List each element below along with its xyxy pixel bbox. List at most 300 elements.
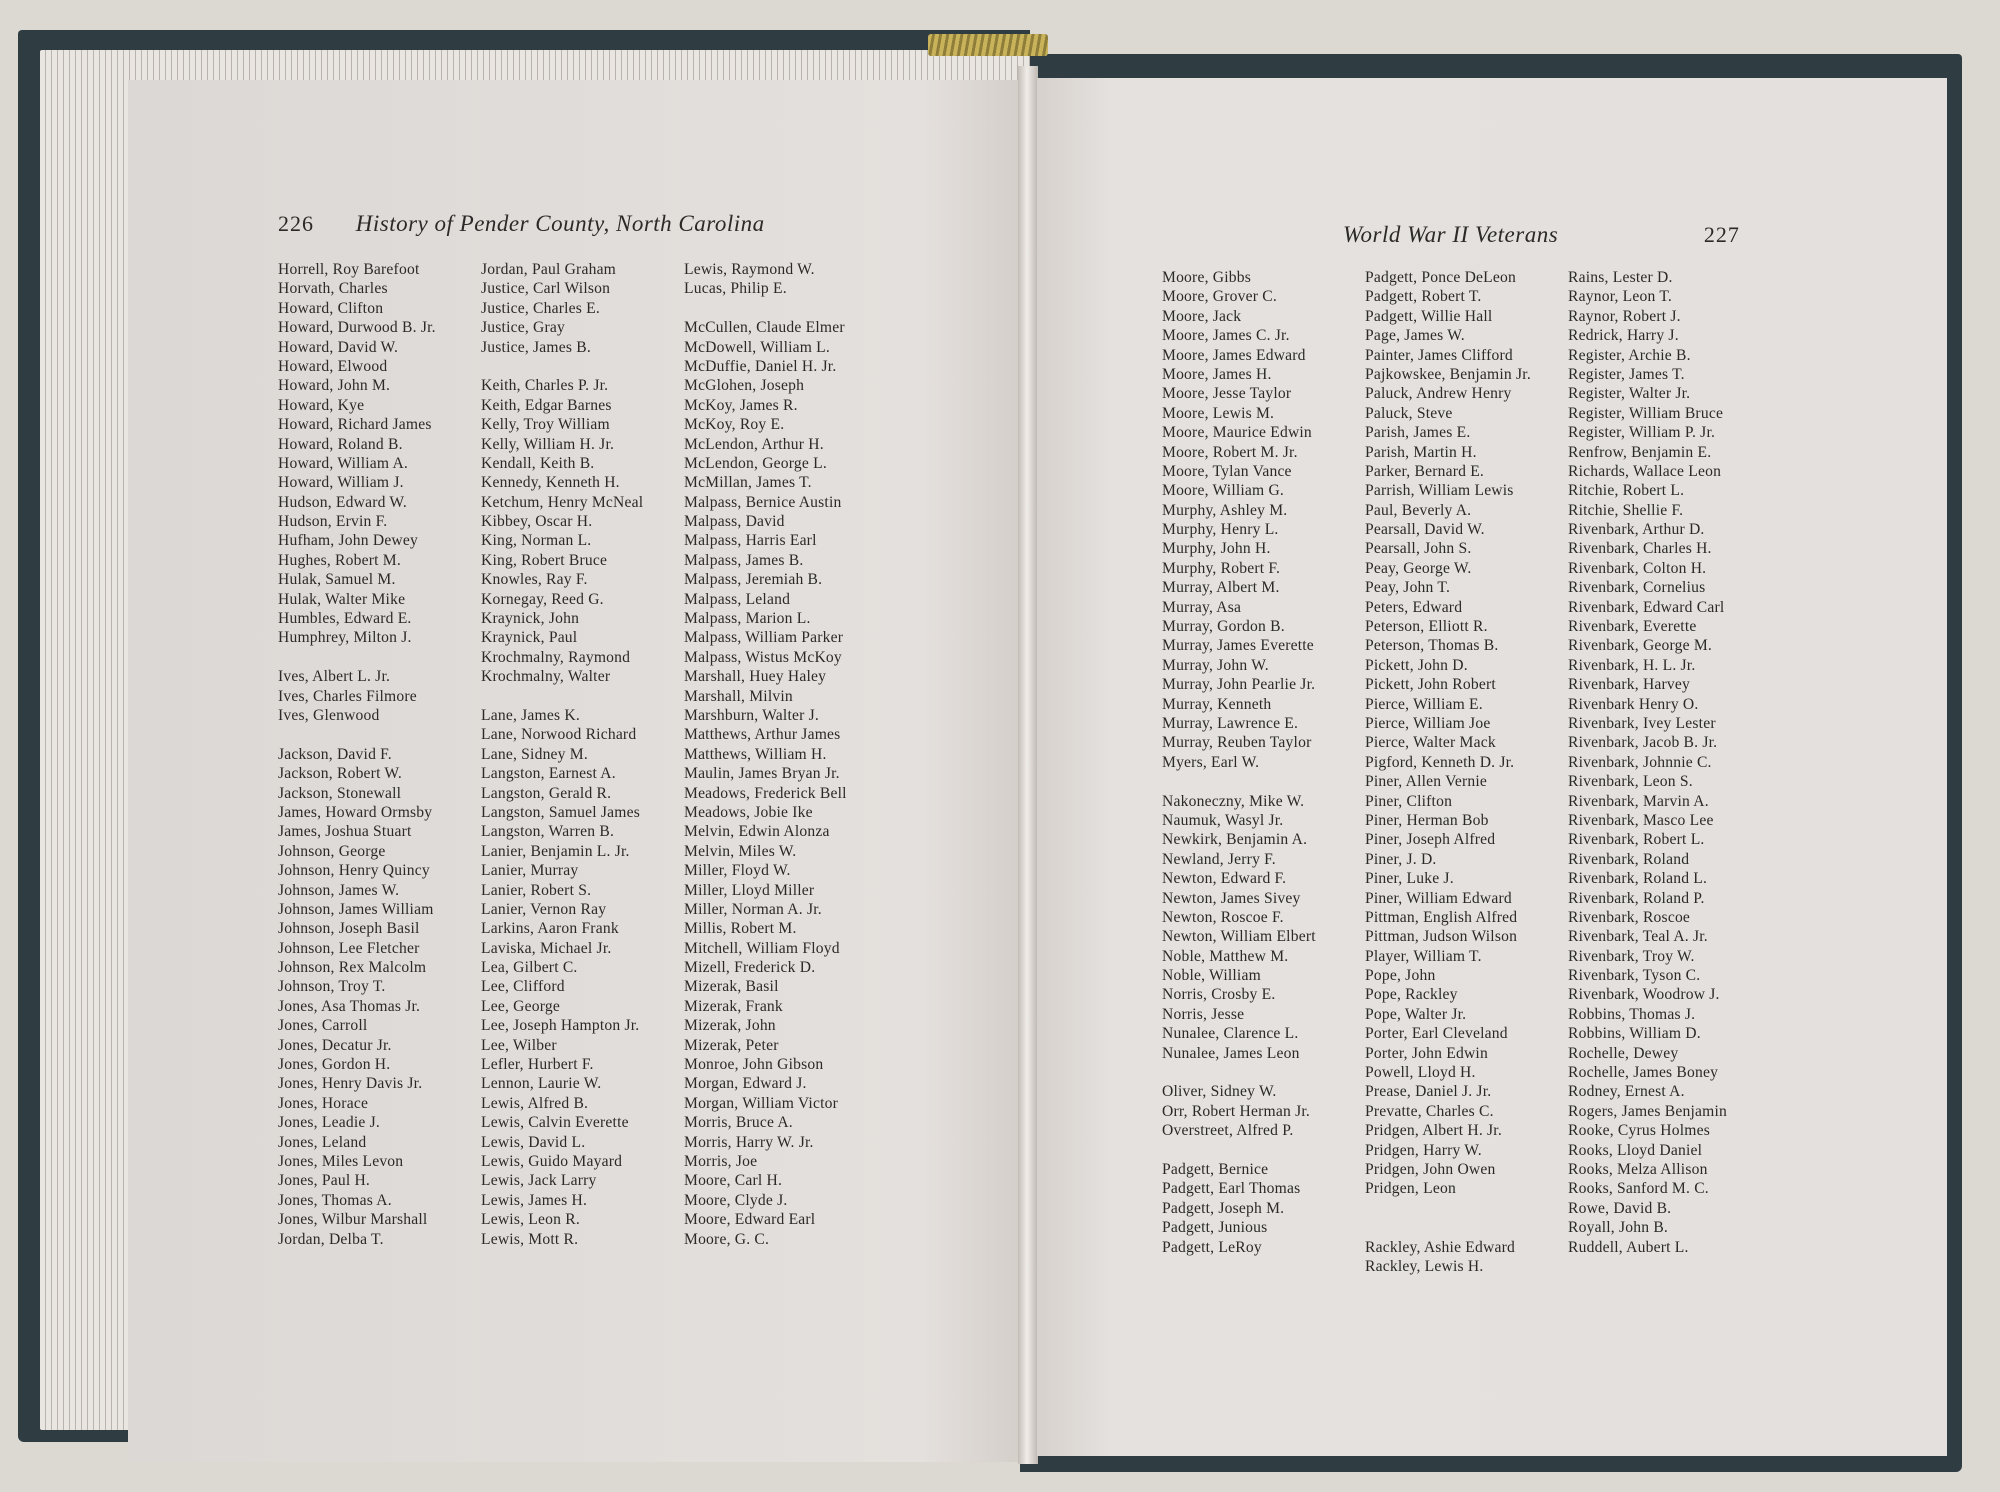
- veteran-name: McLendon, George L.: [684, 454, 827, 472]
- veteran-name: Painter, James Clifford: [1365, 346, 1513, 364]
- veteran-name: Johnson, Troy T.: [278, 978, 386, 996]
- veteran-name: Rivenbark, Cornelius: [1568, 579, 1706, 597]
- left-column-3: [684, 260, 847, 1249]
- veteran-name: Lewis, Calvin Everette: [481, 1114, 629, 1132]
- veteran-name: Morris, Joe: [684, 1152, 758, 1170]
- veteran-name: Kendall, Keith B.: [481, 454, 595, 472]
- veteran-name: Pridgen, John Owen: [1365, 1160, 1496, 1178]
- veteran-name: Raynor, Robert J.: [1568, 307, 1681, 325]
- veteran-name: Mizerak, Basil: [684, 978, 779, 996]
- veteran-name: Pope, John: [1365, 967, 1436, 985]
- veteran-name: Piner, William Edward: [1365, 889, 1512, 907]
- veteran-name: Pearsall, David W.: [1365, 521, 1485, 539]
- veteran-name: Howard, Roland B.: [278, 435, 403, 453]
- veteran-name: Howard, Durwood B. Jr.: [278, 319, 436, 337]
- veteran-name: Nunalee, James Leon: [1162, 1044, 1300, 1062]
- veteran-name: Jones, Decatur Jr.: [278, 1036, 392, 1054]
- veteran-name: Langston, Earnest A.: [481, 765, 616, 783]
- veteran-name: Pittman, English Alfred: [1365, 908, 1518, 926]
- blank-line: [481, 357, 643, 376]
- veteran-name: Mizell, Frederick D.: [684, 959, 816, 977]
- veteran-name: Kraynick, Paul: [481, 629, 578, 647]
- veteran-name: Oliver, Sidney W.: [1162, 1083, 1277, 1101]
- veteran-name: Morgan, William Victor: [684, 1094, 838, 1112]
- veteran-name: Moore, Robert M. Jr.: [1162, 443, 1298, 461]
- veteran-name: Player, William T.: [1365, 947, 1482, 965]
- left-page: [128, 80, 1030, 1462]
- veteran-name: Moore, James C. Jr.: [1162, 327, 1290, 345]
- veteran-name: Jones, Wilbur Marshall: [278, 1211, 428, 1229]
- veteran-name: Lewis, James H.: [481, 1191, 588, 1209]
- veteran-name: Jackson, David F.: [278, 745, 392, 763]
- veteran-name: Overstreet, Alfred P.: [1162, 1122, 1294, 1140]
- veteran-name: Padgett, Bernice: [1162, 1160, 1269, 1178]
- veteran-name: Newton, James Sivey: [1162, 889, 1301, 907]
- veteran-name: Padgett, Robert T.: [1365, 288, 1482, 306]
- veteran-name: Peterson, Elliott R.: [1365, 618, 1488, 636]
- veteran-name: Parrish, William Lewis: [1365, 482, 1514, 500]
- veteran-name: Newton, William Elbert: [1162, 928, 1316, 946]
- veteran-name: Rooks, Melza Allison: [1568, 1160, 1708, 1178]
- right-page: [1037, 78, 1947, 1456]
- veteran-name: Jones, Gordon H.: [278, 1056, 391, 1074]
- veteran-name: Hudson, Ervin F.: [278, 513, 388, 531]
- veteran-name: Malpass, Bernice Austin: [684, 493, 842, 511]
- veteran-name: Marshburn, Walter J.: [684, 706, 819, 724]
- veteran-name: Howard, Clifton: [278, 299, 384, 317]
- veteran-name: Lewis, Jack Larry: [481, 1172, 597, 1190]
- veteran-name: Pierce, William E.: [1365, 695, 1483, 713]
- veteran-name: Rivenbark, Roland P.: [1568, 889, 1705, 907]
- veteran-name: Noble, William: [1162, 967, 1261, 985]
- right-column-1: [1162, 268, 1316, 1257]
- veteran-name: Register, Archie B.: [1568, 346, 1691, 364]
- veteran-name: Norris, Crosby E.: [1162, 986, 1276, 1004]
- veteran-name: Rooks, Lloyd Daniel: [1568, 1141, 1703, 1159]
- veteran-name: Lewis, Leon R.: [481, 1211, 580, 1229]
- veteran-name: Jackson, Stonewall: [278, 784, 402, 802]
- veteran-name: Howard, Elwood: [278, 357, 388, 375]
- veteran-name: Rivenbark, Leon S.: [1568, 773, 1693, 791]
- veteran-name: Rivenbark, Troy W.: [1568, 947, 1695, 965]
- left-running-title: History of Pender County, North Carolina: [355, 211, 765, 236]
- veteran-name: Matthews, William H.: [684, 745, 827, 763]
- veteran-name: Moore, William G.: [1162, 482, 1285, 500]
- veteran-name: Johnson, Rex Malcolm: [278, 959, 427, 977]
- veteran-name: Peay, George W.: [1365, 559, 1472, 577]
- veteran-name: Jones, Miles Levon: [278, 1152, 404, 1170]
- veteran-name: Rackley, Ashie Edward: [1365, 1238, 1515, 1256]
- veteran-name: Rivenbark, George M.: [1568, 637, 1713, 655]
- veteran-name: Malpass, Leland: [684, 590, 791, 608]
- veteran-name: James, Joshua Stuart: [278, 823, 412, 841]
- veteran-name: Pajkowskee, Benjamin Jr.: [1365, 365, 1531, 383]
- veteran-name: Pickett, John D.: [1365, 656, 1468, 674]
- veteran-name: Pigford, Kenneth D. Jr.: [1365, 753, 1515, 771]
- veteran-name: Murray, Kenneth: [1162, 695, 1272, 713]
- left-page-header: [278, 211, 765, 237]
- veteran-name: Parish, James E.: [1365, 424, 1471, 442]
- veteran-name: Jackson, Robert W.: [278, 765, 403, 783]
- veteran-name: Horvath, Charles: [278, 280, 388, 298]
- veteran-name: Keith, Edgar Barnes: [481, 396, 612, 414]
- veteran-name: Jones, Carroll: [278, 1017, 368, 1035]
- veteran-name: Humbles, Edward E.: [278, 610, 412, 628]
- left-column-2: [481, 260, 643, 1249]
- veteran-name: Nunalee, Clarence L.: [1162, 1025, 1299, 1043]
- veteran-name: Justice, James B.: [481, 338, 591, 356]
- veteran-name: Langston, Samuel James: [481, 803, 641, 821]
- veteran-name: Lewis, Guido Mayard: [481, 1152, 623, 1170]
- veteran-name: Paluck, Andrew Henry: [1365, 385, 1512, 403]
- veteran-name: Moore, Tylan Vance: [1162, 462, 1292, 480]
- veteran-name: Rivenbark, Marvin A.: [1568, 792, 1709, 810]
- blank-line: [1162, 772, 1316, 791]
- veteran-name: Pridgen, Harry W.: [1365, 1141, 1482, 1159]
- veteran-name: McCullen, Claude Elmer: [684, 319, 845, 337]
- blank-line: [1162, 1063, 1316, 1082]
- veteran-name: Kelly, Troy William: [481, 416, 610, 434]
- veteran-name: Register, James T.: [1568, 365, 1685, 383]
- veteran-name: Newkirk, Benjamin A.: [1162, 831, 1308, 849]
- blank-line: [1365, 1218, 1531, 1237]
- veteran-name: Jones, Leland: [278, 1133, 367, 1151]
- veteran-name: Parker, Bernard E.: [1365, 462, 1485, 480]
- veteran-name: King, Norman L.: [481, 532, 592, 550]
- veteran-name: Maulin, James Bryan Jr.: [684, 765, 840, 783]
- veteran-name: Jones, Thomas A.: [278, 1191, 392, 1209]
- veteran-name: Jones, Henry Davis Jr.: [278, 1075, 423, 1093]
- veteran-name: Malpass, Harris Earl: [684, 532, 817, 550]
- veteran-name: Jones, Paul H.: [278, 1172, 371, 1190]
- veteran-name: Malpass, David: [684, 513, 785, 531]
- veteran-name: Lanier, Benjamin L. Jr.: [481, 842, 630, 860]
- veteran-name: Moore, Lewis M.: [1162, 404, 1275, 422]
- veteran-name: Lane, James K.: [481, 706, 580, 724]
- veteran-name: Rodney, Ernest A.: [1568, 1083, 1685, 1101]
- veteran-name: Rowe, David B.: [1568, 1199, 1672, 1217]
- veteran-name: Rivenbark, H. L. Jr.: [1568, 656, 1696, 674]
- veteran-name: Rochelle, Dewey: [1568, 1044, 1679, 1062]
- veteran-name: Rivenbark, Edward Carl: [1568, 598, 1725, 616]
- veteran-name: Howard, William J.: [278, 474, 404, 492]
- veteran-name: Jones, Asa Thomas Jr.: [278, 997, 421, 1015]
- veteran-name: Murphy, Ashley M.: [1162, 501, 1288, 519]
- veteran-name: Pearsall, John S.: [1365, 540, 1472, 558]
- veteran-name: Rivenbark, Arthur D.: [1568, 521, 1705, 539]
- veteran-name: Prease, Daniel J. Jr.: [1365, 1083, 1492, 1101]
- veteran-name: Kibbey, Oscar H.: [481, 513, 593, 531]
- veteran-name: Redrick, Harry J.: [1568, 327, 1679, 345]
- veteran-name: Lennon, Laurie W.: [481, 1075, 602, 1093]
- veteran-name: Malpass, Marion L.: [684, 610, 811, 628]
- veteran-name: Rochelle, James Boney: [1568, 1064, 1719, 1082]
- veteran-name: Krochmalny, Raymond: [481, 648, 631, 666]
- veteran-name: Murray, Albert M.: [1162, 579, 1280, 597]
- veteran-name: Lefler, Hurbert F.: [481, 1056, 594, 1074]
- veteran-name: Knowles, Ray F.: [481, 571, 588, 589]
- veteran-name: Noble, Matthew M.: [1162, 947, 1289, 965]
- veteran-name: Padgett, Ponce DeLeon: [1365, 269, 1517, 286]
- right-page-number: 227: [1703, 222, 1740, 247]
- veteran-name: Pope, Walter Jr.: [1365, 1005, 1467, 1023]
- veteran-name: Pierce, William Joe: [1365, 714, 1491, 732]
- veteran-name: Mizerak, John: [684, 1017, 776, 1035]
- veteran-name: Mitchell, William Floyd: [684, 939, 840, 957]
- right-page-header: [1343, 222, 1740, 248]
- blank-line: [1162, 1141, 1316, 1160]
- veteran-name: Murray, John Pearlie Jr.: [1162, 676, 1316, 694]
- veteran-name: Kennedy, Kenneth H.: [481, 474, 620, 492]
- veteran-name: Rooks, Sanford M. C.: [1568, 1180, 1709, 1198]
- veteran-name: Naumuk, Wasyl Jr.: [1162, 811, 1284, 829]
- veteran-name: Newland, Jerry F.: [1162, 850, 1276, 868]
- veteran-name: Renfrow, Benjamin E.: [1568, 443, 1712, 461]
- veteran-name: Rogers, James Benjamin: [1568, 1102, 1728, 1120]
- veteran-name: Padgett, LeRoy: [1162, 1238, 1262, 1256]
- veteran-name: Register, William P. Jr.: [1568, 424, 1716, 442]
- veteran-name: Peterson, Thomas B.: [1365, 637, 1499, 655]
- veteran-name: Justice, Gray: [481, 319, 566, 337]
- veteran-name: Rivenbark, Roland L.: [1568, 870, 1708, 888]
- veteran-name: Pickett, John Robert: [1365, 676, 1496, 694]
- veteran-name: Ives, Charles Filmore: [278, 687, 417, 705]
- veteran-name: Moore, Clyde J.: [684, 1191, 788, 1209]
- veteran-name: Rivenbark, Roscoe: [1568, 908, 1691, 926]
- veteran-name: Howard, David W.: [278, 338, 399, 356]
- veteran-name: Lucas, Philip E.: [684, 280, 787, 298]
- veteran-name: Paluck, Steve: [1365, 404, 1453, 422]
- veteran-name: Langston, Gerald R.: [481, 784, 612, 802]
- veteran-name: Johnson, Henry Quincy: [278, 862, 430, 880]
- veteran-name: Ives, Albert L. Jr.: [278, 668, 391, 686]
- veteran-name: Register, William Bruce: [1568, 404, 1724, 422]
- veteran-name: Malpass, William Parker: [684, 629, 844, 647]
- veteran-name: Rivenbark, Woodrow J.: [1568, 986, 1720, 1004]
- veteran-name: Pierce, Walter Mack: [1365, 734, 1496, 752]
- veteran-name: Moore, Grover C.: [1162, 288, 1277, 306]
- veteran-name: Mizerak, Peter: [684, 1036, 779, 1054]
- veteran-name: Murray, Lawrence E.: [1162, 714, 1299, 732]
- veteran-name: Johnson, George: [278, 842, 386, 860]
- veteran-name: Lewis, David L.: [481, 1133, 586, 1151]
- veteran-name: McKoy, James R.: [684, 396, 798, 414]
- veteran-name: Howard, Kye: [278, 396, 365, 414]
- veteran-name: Larkins, Aaron Frank: [481, 920, 619, 938]
- veteran-name: Johnson, Joseph Basil: [278, 920, 420, 938]
- veteran-name: McDowell, William L.: [684, 338, 831, 356]
- veteran-name: Kraynick, John: [481, 610, 580, 628]
- veteran-name: Newton, Roscoe F.: [1162, 908, 1284, 926]
- veteran-name: Pittman, Judson Wilson: [1365, 928, 1518, 946]
- veteran-name: Murphy, Henry L.: [1162, 521, 1279, 539]
- veteran-name: Lea, Gilbert C.: [481, 959, 578, 977]
- veteran-name: Pridgen, Albert H. Jr.: [1365, 1122, 1502, 1140]
- left-page-number: 226: [278, 211, 314, 236]
- veteran-name: Rivenbark, Harvey: [1568, 676, 1691, 694]
- veteran-name: Malpass, James B.: [684, 551, 804, 569]
- veteran-name: Kornegay, Reed G.: [481, 590, 604, 608]
- veteran-name: Rivenbark, Teal A. Jr.: [1568, 928, 1708, 946]
- veteran-name: Malpass, Wistus McKoy: [684, 648, 842, 666]
- veteran-name: Register, Walter Jr.: [1568, 385, 1691, 403]
- veteran-name: Morris, Bruce A.: [684, 1114, 793, 1132]
- right-running-title: World War II Veterans: [1343, 222, 1559, 247]
- right-column-2: [1365, 268, 1531, 1276]
- veteran-name: Ives, Glenwood: [278, 706, 380, 724]
- veteran-name: Justice, Charles E.: [481, 299, 600, 317]
- veteran-name: Rivenbark, Tyson C.: [1568, 967, 1701, 985]
- veteran-name: Matthews, Arthur James: [684, 726, 841, 744]
- veteran-name: Lee, Wilber: [481, 1036, 557, 1054]
- spine-binding: [928, 34, 1048, 56]
- veteran-name: Pope, Rackley: [1365, 986, 1458, 1004]
- veteran-name: Moore, Carl H.: [684, 1172, 783, 1190]
- veteran-name: Myers, Earl W.: [1162, 753, 1260, 771]
- veteran-name: Robbins, Thomas J.: [1568, 1005, 1696, 1023]
- veteran-name: Ruddell, Aubert L.: [1568, 1238, 1689, 1256]
- veteran-name: Porter, John Edwin: [1365, 1044, 1488, 1062]
- veteran-name: Piner, Clifton: [1365, 792, 1453, 810]
- veteran-name: Krochmalny, Walter: [481, 668, 611, 686]
- veteran-name: Kelly, William H. Jr.: [481, 435, 615, 453]
- veteran-name: Horrell, Roy Barefoot: [278, 261, 420, 278]
- veteran-name: Hudson, Edward W.: [278, 493, 408, 511]
- veteran-name: Justice, Carl Wilson: [481, 280, 611, 298]
- veteran-name: Howard, Richard James: [278, 416, 432, 434]
- veteran-name: Padgett, Willie Hall: [1365, 307, 1493, 325]
- veteran-name: James, Howard Ormsby: [278, 803, 433, 821]
- veteran-name: Newton, Edward F.: [1162, 870, 1287, 888]
- right-column-3: [1568, 268, 1727, 1257]
- veteran-name: Lewis, Raymond W.: [684, 261, 815, 278]
- blank-line: [1365, 1199, 1531, 1218]
- veteran-name: Marshall, Milvin: [684, 687, 793, 705]
- veteran-name: Prevatte, Charles C.: [1365, 1102, 1494, 1120]
- veteran-name: Rackley, Lewis H.: [1365, 1257, 1484, 1275]
- veteran-name: Paul, Beverly A.: [1365, 501, 1472, 519]
- veteran-name: Ritchie, Shellie F.: [1568, 501, 1684, 519]
- blank-line: [684, 299, 847, 318]
- veteran-name: Rivenbark, Ivey Lester: [1568, 714, 1716, 732]
- veteran-name: Miller, Norman A. Jr.: [684, 900, 822, 918]
- veteran-name: Piner, Joseph Alfred: [1365, 831, 1496, 849]
- veteran-name: McMillan, James T.: [684, 474, 812, 492]
- veteran-name: Meadows, Jobie Ike: [684, 803, 813, 821]
- veteran-name: Piner, Allen Vernie: [1365, 773, 1487, 791]
- veteran-name: Moore, Jesse Taylor: [1162, 385, 1292, 403]
- veteran-name: Moore, James H.: [1162, 365, 1272, 383]
- veteran-name: Robbins, William D.: [1568, 1025, 1701, 1043]
- veteran-name: Rivenbark, Roland: [1568, 850, 1690, 868]
- veteran-name: Peters, Edward: [1365, 598, 1463, 616]
- veteran-name: McGlohen, Joseph: [684, 377, 805, 395]
- veteran-name: Murphy, John H.: [1162, 540, 1271, 558]
- veteran-name: Lanier, Robert S.: [481, 881, 592, 899]
- veteran-name: Jones, Leadie J.: [278, 1114, 380, 1132]
- blank-line: [278, 725, 436, 744]
- veteran-name: Rivenbark, Colton H.: [1568, 559, 1707, 577]
- veteran-name: Richards, Wallace Leon: [1568, 462, 1722, 480]
- veteran-name: Norris, Jesse: [1162, 1005, 1245, 1023]
- veteran-name: Millis, Robert M.: [684, 920, 797, 938]
- veteran-name: Raynor, Leon T.: [1568, 288, 1673, 306]
- veteran-name: Miller, Lloyd Miller: [684, 881, 815, 899]
- veteran-name: Murray, James Everette: [1162, 637, 1314, 655]
- veteran-name: Murray, Reuben Taylor: [1162, 734, 1312, 752]
- veteran-name: Hufham, John Dewey: [278, 532, 419, 550]
- veteran-name: Meadows, Frederick Bell: [684, 784, 847, 802]
- veteran-name: Peay, John T.: [1365, 579, 1451, 597]
- veteran-name: Piner, Luke J.: [1365, 870, 1454, 888]
- veteran-name: Lanier, Vernon Ray: [481, 900, 607, 918]
- left-column-1: [278, 260, 436, 1249]
- veteran-name: Lewis, Alfred B.: [481, 1094, 589, 1112]
- veteran-name: Johnson, Lee Fletcher: [278, 939, 420, 957]
- veteran-name: Ritchie, Robert L.: [1568, 482, 1685, 500]
- veteran-name: McLendon, Arthur H.: [684, 435, 824, 453]
- veteran-name: Murray, Gordon B.: [1162, 618, 1285, 636]
- veteran-name: Melvin, Miles W.: [684, 842, 797, 860]
- veteran-name: Melvin, Edwin Alonza: [684, 823, 830, 841]
- veteran-name: Langston, Warren B.: [481, 823, 615, 841]
- book-gutter: [1018, 66, 1038, 1464]
- veteran-name: Piner, J. D.: [1365, 850, 1437, 868]
- veteran-name: Piner, Herman Bob: [1365, 811, 1489, 829]
- veteran-name: Rivenbark, Johnnie C.: [1568, 753, 1712, 771]
- veteran-name: Johnson, James William: [278, 900, 434, 918]
- veteran-name: Murphy, Robert F.: [1162, 559, 1281, 577]
- veteran-name: Johnson, James W.: [278, 881, 400, 899]
- veteran-name: Lane, Sidney M.: [481, 745, 588, 763]
- veteran-name: Ketchum, Henry McNeal: [481, 493, 644, 511]
- veteran-name: Jones, Horace: [278, 1094, 369, 1112]
- veteran-name: Morgan, Edward J.: [684, 1075, 807, 1093]
- veteran-name: Orr, Robert Herman Jr.: [1162, 1102, 1310, 1120]
- veteran-name: Rivenbark Henry O.: [1568, 695, 1699, 713]
- veteran-name: Lee, Joseph Hampton Jr.: [481, 1017, 640, 1035]
- veteran-name: McDuffie, Daniel H. Jr.: [684, 357, 837, 375]
- veteran-name: Rivenbark, Charles H.: [1568, 540, 1712, 558]
- veteran-name: Moore, Maurice Edwin: [1162, 424, 1312, 442]
- veteran-name: Powell, Lloyd H.: [1365, 1064, 1476, 1082]
- veteran-name: Morris, Harry W. Jr.: [684, 1133, 814, 1151]
- veteran-name: Pridgen, Leon: [1365, 1180, 1456, 1198]
- veteran-name: Lee, George: [481, 997, 560, 1015]
- veteran-name: Laviska, Michael Jr.: [481, 939, 612, 957]
- veteran-name: Moore, G. C.: [684, 1230, 770, 1248]
- veteran-name: Lane, Norwood Richard: [481, 726, 637, 744]
- veteran-name: Keith, Charles P. Jr.: [481, 377, 609, 395]
- veteran-name: Humphrey, Milton J.: [278, 629, 412, 647]
- blank-line: [278, 648, 436, 667]
- veteran-name: Padgett, Joseph M.: [1162, 1199, 1285, 1217]
- veteran-name: Mizerak, Frank: [684, 997, 783, 1015]
- veteran-name: Rivenbark, Masco Lee: [1568, 811, 1714, 829]
- veteran-name: Nakoneczny, Mike W.: [1162, 792, 1305, 810]
- veteran-name: Lanier, Murray: [481, 862, 579, 880]
- veteran-name: Page, James W.: [1365, 327, 1465, 345]
- veteran-name: Jordan, Paul Graham: [481, 261, 617, 278]
- veteran-name: Moore, Edward Earl: [684, 1211, 816, 1229]
- veteran-name: Monroe, John Gibson: [684, 1056, 824, 1074]
- veteran-name: Rooke, Cyrus Holmes: [1568, 1122, 1710, 1140]
- veteran-name: Lewis, Mott R.: [481, 1230, 579, 1248]
- veteran-name: Rivenbark, Robert L.: [1568, 831, 1705, 849]
- veteran-name: Rivenbark, Jacob B. Jr.: [1568, 734, 1718, 752]
- veteran-name: Padgett, Earl Thomas: [1162, 1180, 1301, 1198]
- veteran-name: Lee, Clifford: [481, 978, 565, 996]
